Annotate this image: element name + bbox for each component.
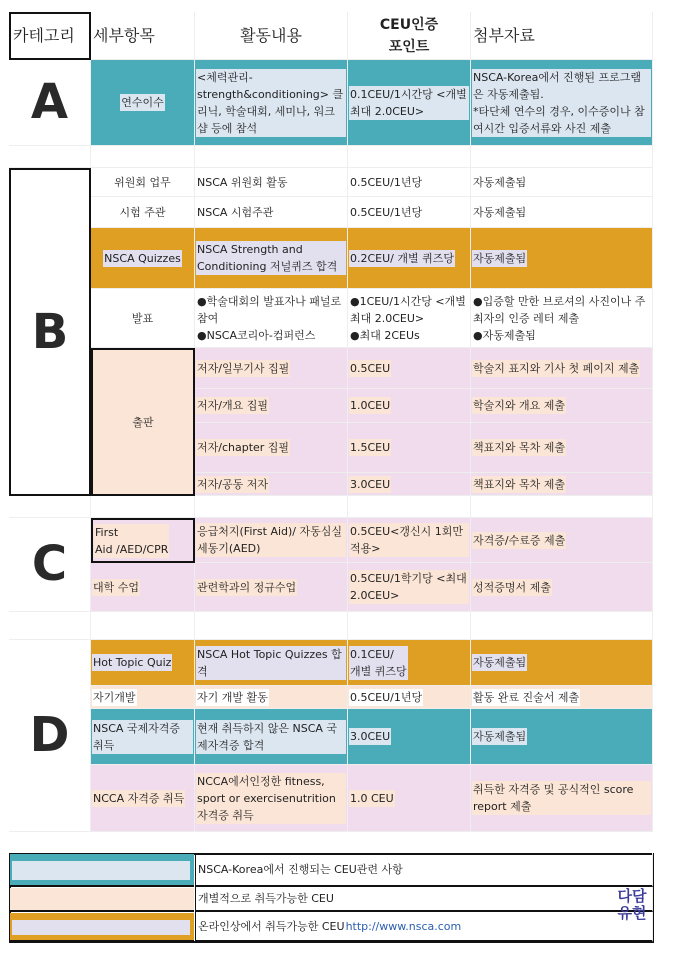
activity-cell-text: 저자/chapter 집필: [197, 441, 290, 454]
attachment-cell: [471, 228, 653, 289]
spacer-cell: [195, 496, 348, 518]
detail-cell: [91, 289, 195, 348]
attachment-cell-text: 자동제출됨: [473, 251, 527, 265]
header-activity: [195, 12, 348, 60]
activity-cell-text: 자기 개발 활동: [197, 690, 268, 704]
header-category-text: 카테고리: [13, 26, 75, 45]
ceu-cell: [348, 518, 471, 563]
category-B-text: B: [31, 303, 69, 360]
detail-cell: [91, 640, 195, 686]
activity-cell: [195, 640, 348, 686]
attachment-cell: [471, 60, 653, 146]
ceu-cell-text: 0.5CEU/1년당: [350, 690, 423, 704]
spacer-cell: [471, 496, 653, 518]
activity-cell-text: 저자/개요 집필: [197, 399, 268, 412]
header-attachment: [471, 12, 653, 60]
watermark-logo: 다담 유현: [617, 887, 647, 922]
spacer-cell: [91, 612, 195, 640]
activity-cell: [195, 228, 348, 289]
spacer-cell: [9, 146, 91, 168]
ceu-cell-text: 0.2CEU/ 개별 퀴즈당: [350, 251, 455, 265]
detail-cell-text: 위원회 업무: [114, 175, 171, 189]
detail-cell: [91, 168, 195, 197]
activity-cell: [195, 518, 348, 563]
attachment-cell: [471, 640, 653, 686]
activity-cell: [195, 348, 348, 389]
ceu-cell-text: ●1CEU/1시간당 <개별 최대 2.0CEU> ●최대 2CEUs: [350, 294, 466, 342]
detail-cell-text: 발표: [131, 311, 154, 325]
detail-cell-text: 출판: [132, 415, 154, 429]
attachment-cell-text: 학술지와 개요 제출: [473, 399, 566, 412]
spacer-cell: [9, 496, 91, 518]
header-category: [9, 12, 91, 60]
legend-text: 개별적으로 취득가능한 CEU: [198, 892, 334, 905]
detail-cell: [91, 686, 195, 709]
detail-cell-text: 연수이수: [121, 96, 164, 109]
activity-cell: [195, 473, 348, 496]
detail-cell-text: Hot Topic Quiz: [93, 656, 172, 669]
activity-cell-text: 저자/일부기사 집필: [197, 361, 290, 375]
activity-cell-text: NCCA에서인정한 fitness, sport or exercisenutrition 자격증 취득: [196, 773, 346, 824]
activity-cell: [195, 686, 348, 709]
ceu-cell-text: 1.5CEU: [350, 441, 391, 454]
activity-cell: [195, 289, 348, 348]
attachment-cell-text: 학술지 표지와 기사 첫 페이지 제출: [473, 361, 640, 375]
attachment-cell-text: 자격증/수료증 제출: [473, 533, 566, 547]
activity-cell-text: 현재 취득하지 않은 NSCA 국제자격증 합격: [196, 720, 346, 754]
attachment-cell-text: 취득한 자격증 및 공식적인 score report 제출: [472, 781, 651, 815]
spacer-cell: [91, 496, 195, 518]
activity-cell-text: <체력관리-strength&conditioning> 클리닉, 학술대회, 세미나, 워크샵 등에 참석: [196, 69, 346, 137]
category-A: [9, 60, 91, 146]
detail-cell-text: First Aid /AED/CPR: [95, 525, 169, 556]
activity-cell-text: NSCA Hot Topic Quizzes 합격: [196, 646, 346, 680]
ceu-cell: [348, 228, 471, 289]
activity-cell: [195, 389, 348, 423]
detail-cell-text: NCCA 자격증 취득: [93, 791, 185, 805]
attachment-cell: [471, 389, 653, 423]
ceu-cell: [348, 423, 471, 473]
ceu-cell: [348, 348, 471, 389]
spacer-cell: [348, 496, 471, 518]
attachment-cell-text: NSCA-Korea에서 진행된 프로그램은 자동제출됨. *타단체 연수의 경우, 이수증이나 참여시간 입증서류와 사진 제출: [472, 69, 651, 137]
category-B: [9, 168, 91, 496]
legend-label: [195, 853, 653, 887]
detail-cell: [91, 60, 195, 146]
detail-cell: [91, 518, 195, 563]
detail-cell: [91, 348, 195, 496]
attachment-cell-text: 활동 완료 진술서 제출: [473, 690, 580, 704]
ceu-cell-text: 3.0CEU: [350, 477, 391, 491]
detail-cell-text: 대학 수업: [93, 580, 140, 594]
legend-swatch-inner: [12, 920, 190, 935]
legend-swatch-inner: [12, 895, 190, 905]
attachment-cell: [471, 765, 653, 832]
activity-cell-text: NSCA 시험주관: [197, 205, 274, 219]
activity-cell-text: NSCA Strength and Conditioning 저널퀴즈 합격: [196, 241, 346, 275]
attachment-cell-text: 책표지와 목차 제출: [473, 441, 566, 454]
attachment-cell: [471, 289, 653, 348]
activity-cell-text: ●학술대회의 발표자나 패널로 참여 ●NSCA코리아-컴퍼런스: [197, 294, 342, 342]
attachment-cell: [471, 518, 653, 563]
ceu-cell-text: 0.5CEU/1학기당 <최대 2.0CEU>: [349, 570, 469, 604]
detail-cell: [91, 765, 195, 832]
ceu-cell: [348, 473, 471, 496]
ceu-cell-text: 0.5CEU/1년당: [350, 175, 423, 189]
spacer-cell: [195, 146, 348, 168]
category-D: [9, 640, 91, 832]
ceu-cell-text: 0.1CEU/ 개별 퀴즈당: [350, 647, 407, 678]
attachment-cell-text: ●입증할 만한 브로셔의 사진이나 주최자의 인증 레터 제출 ●자동제출됨: [473, 294, 646, 342]
ceu-cell: [348, 686, 471, 709]
activity-cell: [195, 197, 348, 228]
spacer-cell: [195, 612, 348, 640]
nsca-link[interactable]: http://www.nsca.com: [345, 919, 462, 933]
detail-cell-text: NSCA 국제자격증 취득: [92, 720, 193, 754]
legend-swatch-inner: [12, 861, 190, 880]
spacer-cell: [471, 146, 653, 168]
header-ceu-text: CEU인증 포인트: [379, 16, 439, 55]
detail-cell: [91, 228, 195, 289]
detail-cell: [91, 197, 195, 228]
spacer-cell: [91, 146, 195, 168]
ceu-cell-text: 3.0CEU: [350, 730, 391, 743]
attachment-cell: [471, 686, 653, 709]
activity-cell-text: 관련학과의 정규수업: [197, 580, 297, 594]
ceu-cell: [348, 60, 471, 146]
spacer-cell: [348, 146, 471, 168]
ceu-cell: [348, 640, 471, 686]
category-D-text: D: [29, 707, 70, 763]
attachment-cell: [471, 197, 653, 228]
activity-cell-text: NSCA 위원회 활동: [197, 175, 288, 189]
ceu-cell: [348, 709, 471, 765]
detail-cell-text: NSCA Quizzes: [104, 251, 181, 265]
activity-cell: [195, 563, 348, 612]
activity-cell-text: 저자/공동 저자: [197, 477, 268, 491]
legend-text: NSCA-Korea에서 진행되는 CEU관련 사항: [198, 862, 403, 876]
attachment-cell: [471, 348, 653, 389]
ceu-cell: [348, 289, 471, 348]
attachment-cell: [471, 709, 653, 765]
spacer-cell: [348, 612, 471, 640]
ceu-cell-text: 0.5CEU<갱신시 1회만 적용>: [349, 523, 469, 557]
ceu-cell-text: 1.0 CEU: [350, 791, 394, 805]
activity-cell: [195, 168, 348, 197]
attachment-cell-text: 자동제출됨: [473, 730, 527, 743]
attachment-cell: [471, 563, 653, 612]
ceu-cell: [348, 197, 471, 228]
spacer-cell: [471, 612, 653, 640]
detail-cell-text: 자기개발: [93, 690, 136, 704]
attachment-cell-text: 자동제출됨: [473, 175, 527, 189]
ceu-cell: [348, 563, 471, 612]
attachment-cell: [471, 423, 653, 473]
legend-text: 온라인상에서 취득가능한 CEU: [198, 919, 345, 933]
ceu-cell: [348, 168, 471, 197]
ceu-cell: [348, 389, 471, 423]
legend-label: [195, 887, 653, 912]
header-detail-text: 세부항목: [93, 25, 155, 45]
detail-cell: [91, 709, 195, 765]
legend-label: [195, 912, 653, 942]
attachment-cell-text: 자동제출됨: [473, 205, 527, 219]
attachment-cell-text: 자동제출됨: [473, 656, 527, 669]
ceu-cell-text: 0.5CEU: [350, 361, 391, 375]
activity-cell: [195, 709, 348, 765]
header-detail: [91, 12, 195, 60]
ceu-cell-text: 0.5CEU/1년당: [350, 205, 423, 219]
activity-cell: [195, 765, 348, 832]
activity-cell: [195, 423, 348, 473]
attachment-cell-text: 책표지와 목차 제출: [473, 477, 566, 491]
header-ceu: [348, 12, 471, 60]
detail-cell: [91, 563, 195, 612]
activity-cell: [195, 60, 348, 146]
ceu-cell-text: 0.1CEU/1시간당 <개별 최대 2.0CEU>: [349, 86, 469, 120]
category-C: [9, 518, 91, 612]
header-activity-text: 활동내용: [240, 25, 302, 45]
attachment-cell-text: 성적증명서 제출: [473, 580, 551, 594]
attachment-cell: [471, 473, 653, 496]
ceu-cell: [348, 765, 471, 832]
category-A-text: A: [30, 74, 69, 130]
spacer-cell: [9, 612, 91, 640]
ceu-cell-text: 1.0CEU: [350, 399, 391, 412]
attachment-cell: [471, 168, 653, 197]
activity-cell-text: 응급처지(First Aid)/ 자동심실세동기(AED): [196, 523, 346, 557]
category-C-text: C: [31, 536, 68, 592]
header-attachment-text: 첨부자료: [473, 25, 535, 45]
detail-cell-text: 시험 주관: [119, 205, 166, 219]
